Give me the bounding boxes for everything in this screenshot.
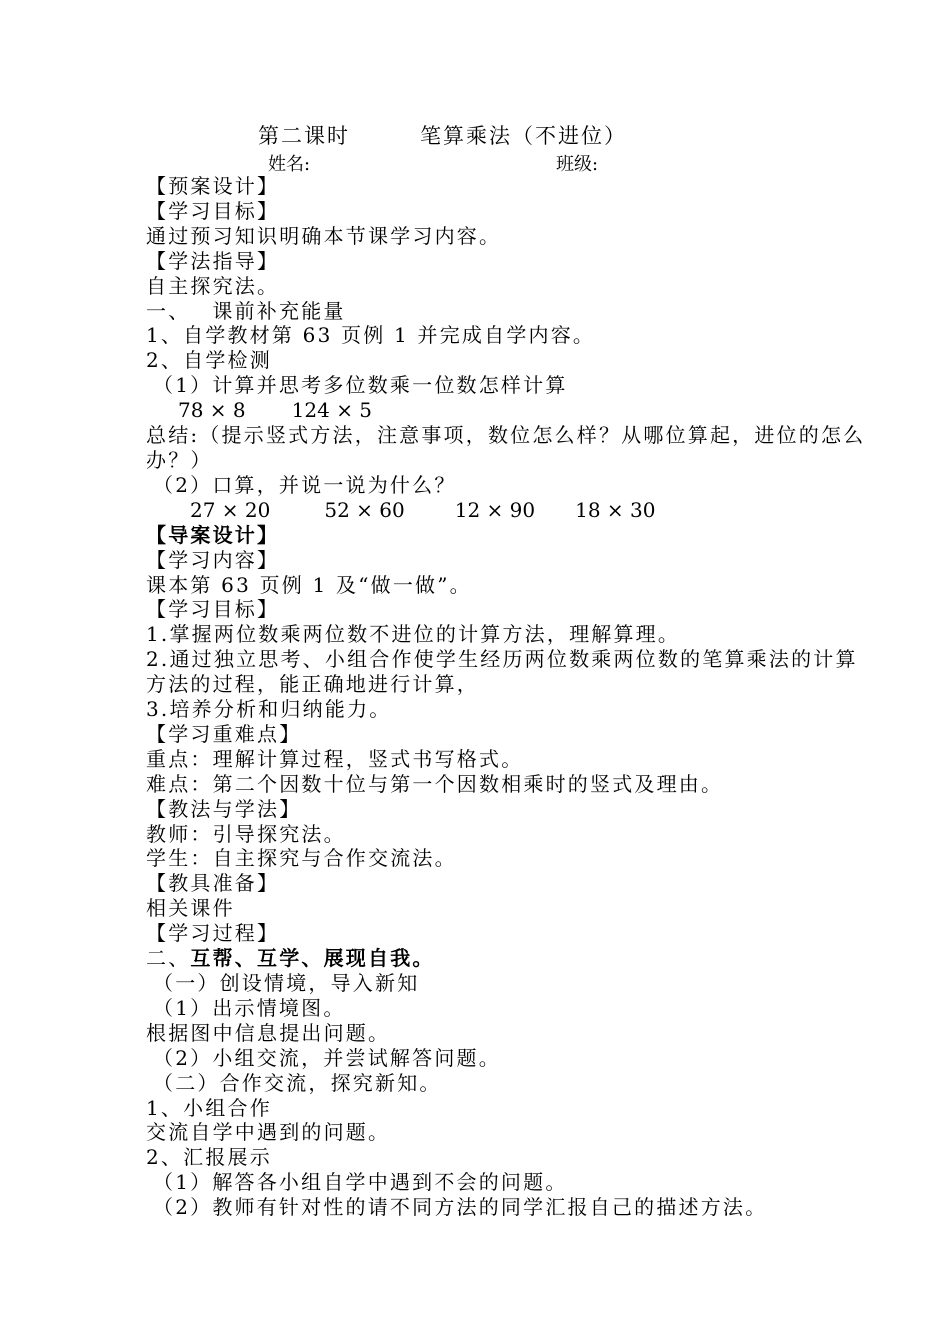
step-2-1: 1、小组合作 [146,1095,272,1120]
math-expression: 12 × 90 [454,497,536,522]
preview-summary: 总结:（提示竖式方法，注意事项，数位怎么样？从哪位算起，进位的怎么办？） [146,423,866,472]
preview-goal-text: 通过预习知识明确本节课学习内容。 [146,223,502,248]
preview-question-1: （1）计算并思考多位数乘一位数怎样计算 [153,373,568,398]
section-one-heading [146,299,866,324]
guide-goal-heading: 【学习目标】 [146,597,280,622]
title-lesson-number: 第二课时 [258,124,350,148]
class-label: 班级: [556,154,599,175]
math-expression: 18 × 30 [575,497,656,522]
question-2-expressions [146,498,866,523]
teaching-tools-heading: 【教具准备】 [146,871,280,896]
lesson-title [258,120,627,150]
teacher-method: 教师：引导探究法。 [146,821,346,846]
step-1-text: 根据图中信息提出问题。 [146,1020,391,1045]
student-method: 学生：自主探究与合作交流法。 [146,846,457,871]
preview-method-text: 自主探究法。 [146,273,280,298]
preview-method-heading: 【学法指导】 [146,248,280,273]
step-1-a: （1）出示情境图。 [153,995,346,1020]
preview-heading: 【预案设计】 [146,174,280,198]
section-two-title: 互帮、互学、展现自我。 [190,946,435,971]
step-1: （一）创设情境，导入新知 [153,971,420,995]
math-expression: 124 × 5 [291,398,373,423]
title-topic: 笔算乘法（不进位） [420,124,627,148]
key-point: 重点：理解计算过程，竖式书写格式。 [146,746,524,771]
teaching-tools-text: 相关课件 [146,896,235,921]
step-2-2: 2、汇报展示 [146,1145,272,1170]
preview-question-2: （2）口算，并说一说为什么？ [153,472,457,497]
math-expression: 52 × 60 [324,497,405,522]
guide-heading: 【导案设计】 [146,522,280,547]
key-points-heading: 【学习重难点】 [146,721,302,746]
section-one-number: 一、 [146,298,191,323]
section-two-number: 二、 [146,946,191,971]
step-2: （二）合作交流，探究新知。 [153,1070,442,1095]
name-label: 姓名: [268,154,311,175]
section-one-title: 课前补充能量 [212,298,346,323]
preview-goal-heading: 【学习目标】 [146,198,280,223]
guide-content-heading: 【学习内容】 [146,547,280,572]
step-2-2-a: （1）解答各小组自学中遇到不会的问题。 [153,1170,568,1195]
guide-goal-1: 1.掌握两位数乘两位数不进位的计算方法，理解算理。 [146,622,681,647]
math-expression: 27 × 20 [190,497,271,522]
difficult-point: 难点：第二个因数十位与第一个因数相乘时的竖式及理由。 [146,771,724,796]
preview-item-2: 2、自学检测 [146,348,272,373]
guide-goal-2: 2.通过独立思考、小组合作使学生经历两位数乘两位数的笔算乘法的计算方法的过程，能正确地进行计算， [146,647,858,697]
preview-item-1: 1、自学教材第 63 页例 1 并完成自学内容。 [146,323,596,348]
step-1-b: （2）小组交流，并尝试解答问题。 [153,1045,501,1070]
step-2-1-text: 交流自学中遇到的问题。 [146,1120,391,1145]
question-1-expressions [146,398,866,423]
learning-process-heading: 【学习过程】 [146,921,280,946]
teaching-methods-heading: 【教法与学法】 [146,796,302,821]
section-two-heading [146,946,866,971]
document-body [146,174,866,1220]
guide-goal-3: 3.培养分析和归纳能力。 [146,697,392,722]
math-expression: 78 × 8 [178,398,246,423]
guide-content-text: 课本第 63 页例 1 及“做一做”。 [146,572,472,597]
step-2-2-b: （2）教师有针对性的请不同方法的同学汇报自己的描述方法。 [153,1195,768,1220]
